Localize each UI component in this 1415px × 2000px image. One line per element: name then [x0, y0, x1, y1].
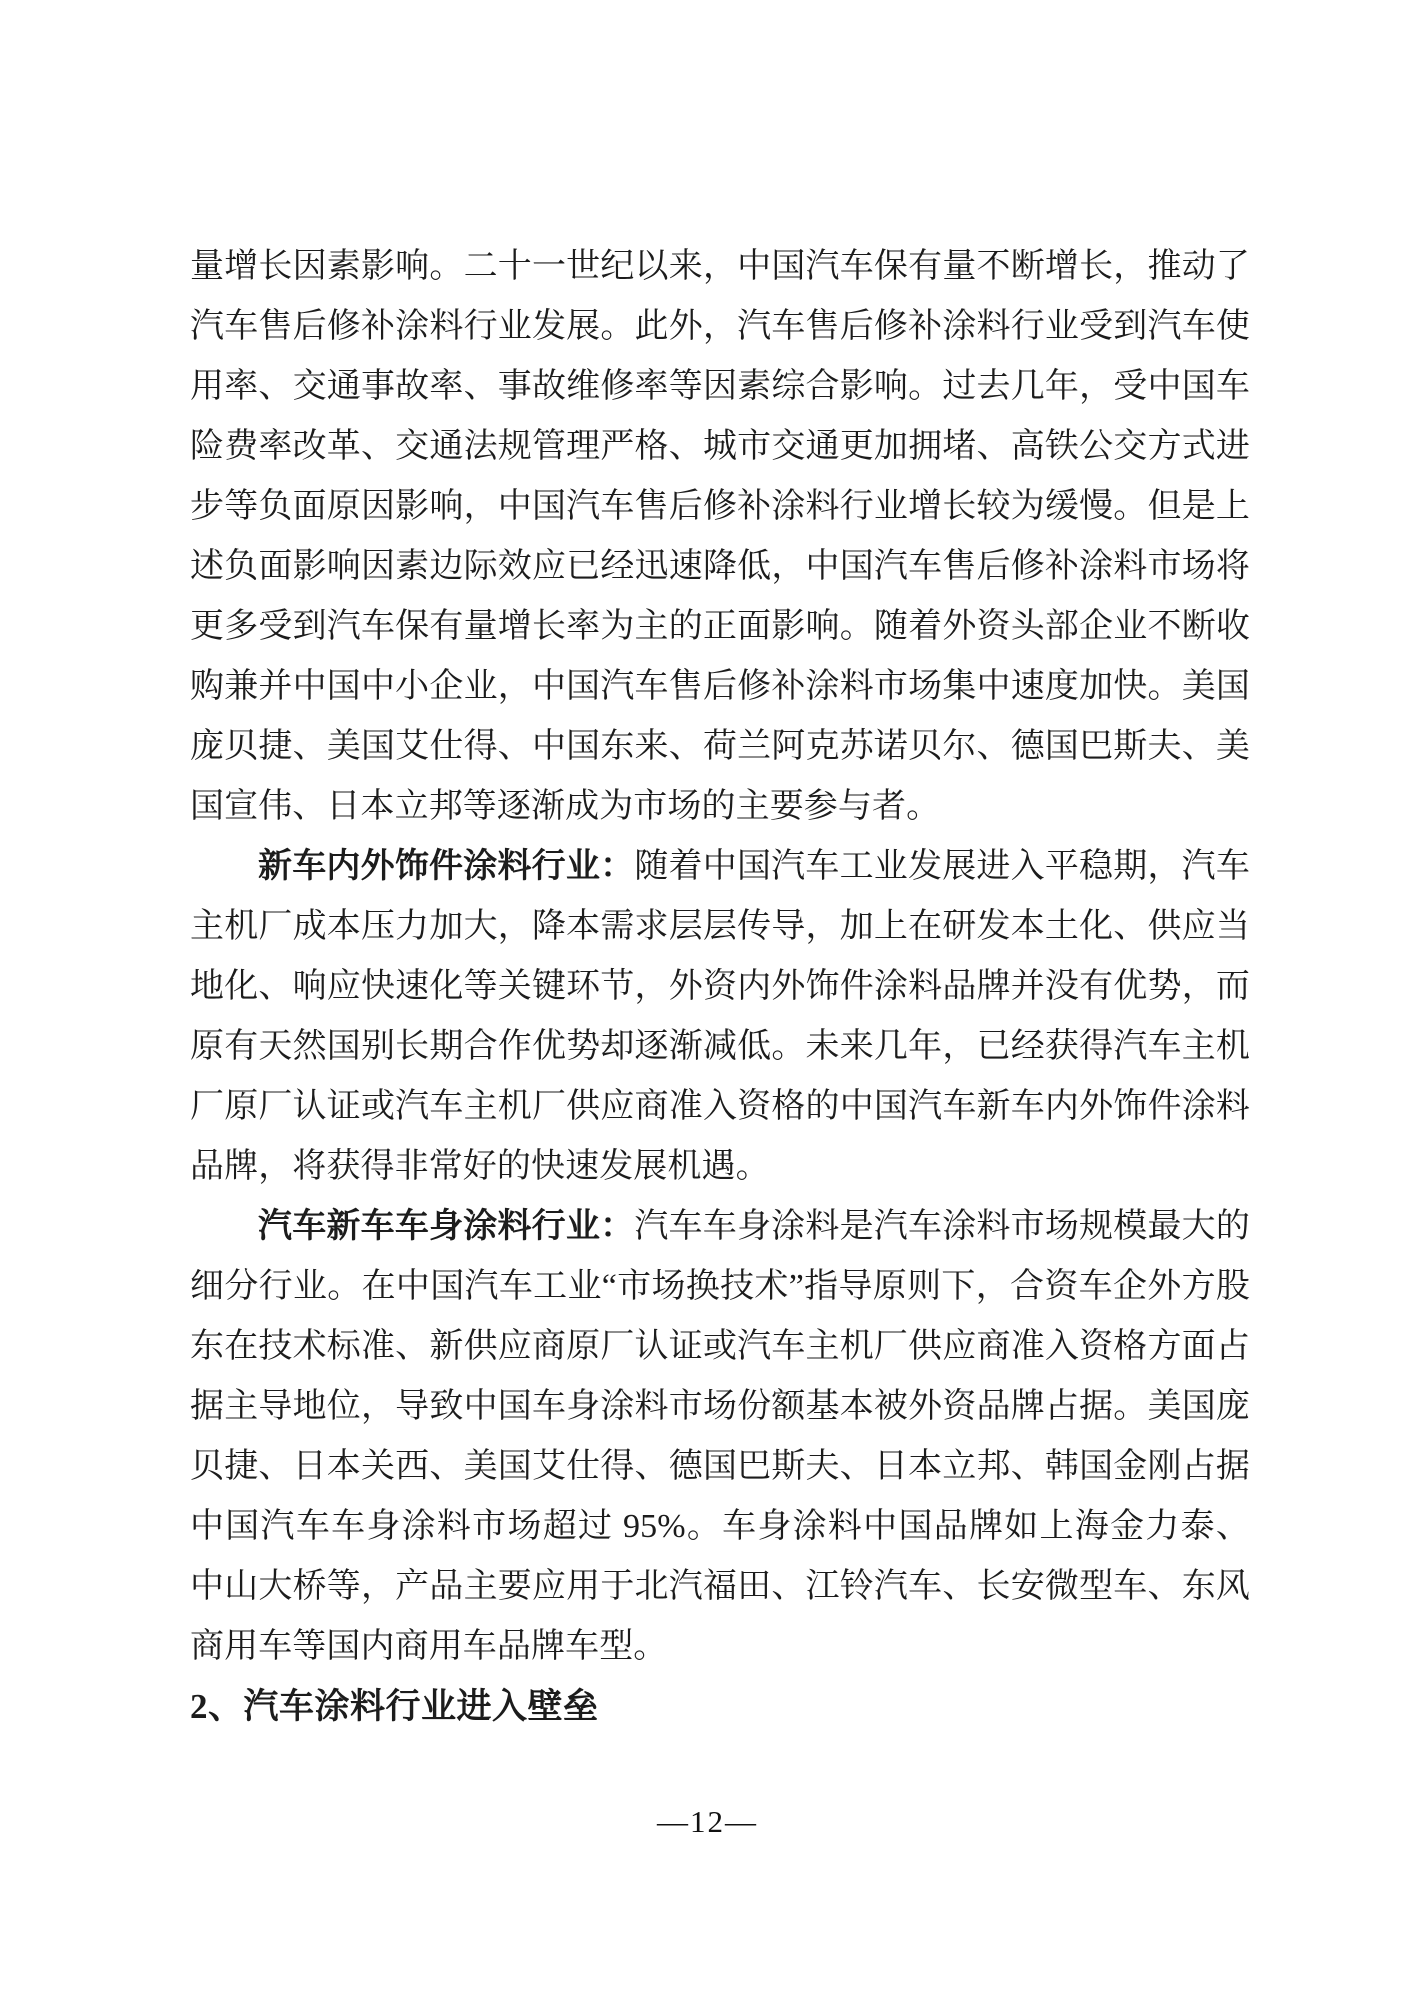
paragraph [190, 1197, 1250, 1677]
paragraph-lead: 汽车新车车身涂料行业： [258, 1208, 635, 1245]
section-heading: 2、汽车涂料行业进入壁垒 [190, 1687, 599, 1726]
paragraph-text: 汽车车身涂料是汽车涂料市场规模最大的细分行业。在中国汽车工业“市场换技术”指导原则下，合资车企外方股东在技术标准、新供应商原厂认证或汽车主机厂供应商准入资格方面占据主导地位，导致中国车身涂料市场份额基本被外资品牌占据。美国庞贝捷、日本关西、美国艾仕得、德国巴斯夫、日本立邦、韩国金刚占据中国汽车车身涂料市场超过 95%。车身涂料中国品牌如上海金力泰、中山大桥等，产品主要应用于北汽福田、江铃汽车、长安微型车、东风商用车等国内商用车品牌车型。 [190, 1208, 1250, 1665]
page-body [190, 237, 1250, 1737]
page-number: —12— [657, 1804, 758, 1839]
paragraph-lead: 新车内外饰件涂料行业： [258, 848, 635, 885]
paragraph [190, 237, 1250, 837]
page-footer [0, 1802, 1415, 1842]
paragraph [190, 837, 1250, 1197]
paragraph-text: 量增长因素影响。二十一世纪以来，中国汽车保有量不断增长，推动了汽车售后修补涂料行业发展。此外，汽车售后修补涂料行业受到汽车使用率、交通事故率、事故维修率等因素综合影响。过去几年，受中国车险费率改革、交通法规管理严格、城市交通更加拥堵、高铁公交方式进步等负面原因影响，中国汽车售后修补涂料行业增长较为缓慢。但是上述负面影响因素边际效应已经迅速降低，中国汽车售后修补涂料市场将更多受到汽车保有量增长率为主的正面影响。随着外资头部企业不断收购兼并中国中小企业，中国汽车售后修补涂料市场集中速度加快。美国庞贝捷、美国艾仕得、中国东来、荷兰阿克苏诺贝尔、德国巴斯夫、美国宣伟、日本立邦等逐渐成为市场的主要参与者。 [190, 248, 1250, 825]
paragraph-text: 随着中国汽车工业发展进入平稳期，汽车主机厂成本压力加大，降本需求层层传导，加上在研发本土化、供应当地化、响应快速化等关键环节，外资内外饰件涂料品牌并没有优势，而原有天然国别长期合作优势却逐渐减低。未来几年，已经获得汽车主机厂原厂认证或汽车主机厂供应商准入资格的中国汽车新车内外饰件涂料品牌，将获得非常好的快速发展机遇。 [190, 848, 1250, 1185]
